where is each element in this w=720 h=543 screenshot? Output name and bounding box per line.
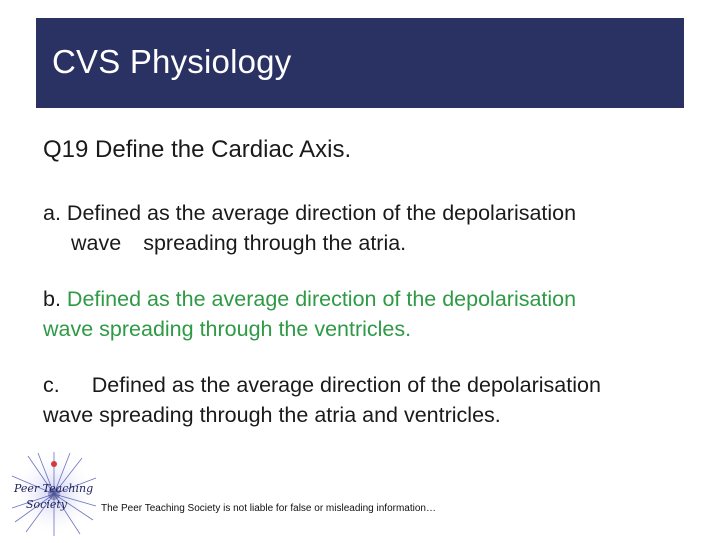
option-c	[43, 370, 683, 430]
logo-text-line2: Society	[26, 498, 67, 511]
option-c-line2: wave spreading through the atria and ventricles.	[43, 403, 501, 427]
slide-title: CVS Physiology	[52, 43, 292, 80]
society-logo	[8, 450, 100, 538]
option-a-line2-part1: wave	[71, 231, 122, 255]
option-b-letter: b.	[43, 287, 61, 311]
option-c-line1: Defined as the average direction of the depolarisation	[91, 373, 601, 397]
option-b	[43, 284, 683, 344]
option-b-line2: wave spreading through the ventricles.	[43, 317, 412, 341]
option-b-line1: Defined as the average direction of the depolarisation	[66, 287, 577, 311]
option-c-letter: c.	[43, 373, 60, 397]
logo-text-line1: Peer Teaching	[14, 482, 94, 495]
disclaimer-text: The Peer Teaching Society is not liable for false or misleading information…	[101, 503, 436, 514]
question-text: Q19 Define the Cardiac Axis.	[43, 136, 352, 163]
title-banner	[36, 18, 684, 108]
option-a-line2-part2: spreading through the atria.	[143, 231, 407, 255]
option-a-letter: a.	[43, 201, 61, 225]
option-a	[43, 198, 683, 258]
option-a-line1: Defined as the average direction of the depolarisation	[66, 201, 577, 225]
